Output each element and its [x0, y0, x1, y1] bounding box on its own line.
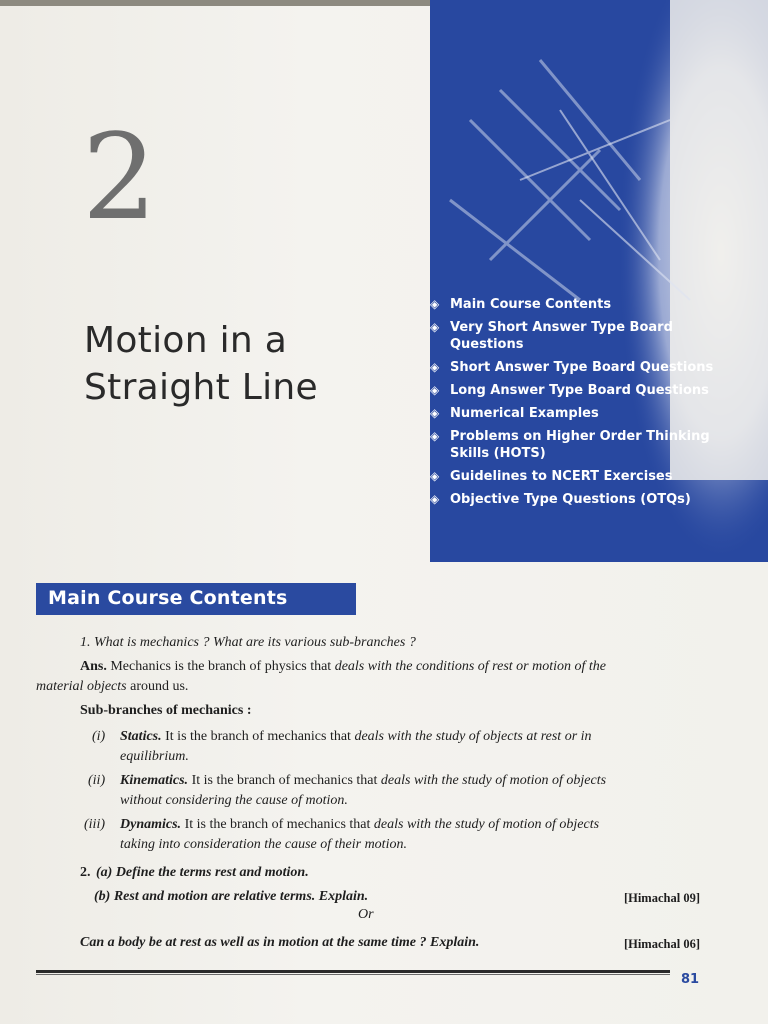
- contents-item: ◈ Very Short Answer Type Board Questions: [430, 320, 673, 352]
- contents-item: ◈ Main Course Contents: [430, 297, 612, 312]
- contents-item: ◈ Objective Type Questions (OTQs): [430, 492, 691, 507]
- diamond-arrow-icon: ◈: [430, 429, 440, 443]
- contents-list: [428, 296, 728, 514]
- footer-rule: [36, 970, 670, 973]
- chapter-number: 2: [82, 108, 158, 246]
- sub-branches-heading: Sub-branches of mechanics :: [80, 703, 252, 718]
- diamond-arrow-icon: ◈: [430, 383, 440, 397]
- page-number: 81: [681, 972, 700, 987]
- contents-item: ◈ Numerical Examples: [430, 406, 599, 421]
- chapter-title: [84, 318, 404, 412]
- statics-line-2: equilibrium.: [120, 749, 189, 764]
- dynamics-line-1: Dynamics. It is the branch of mechanics that deals with the study of motion of objects: [120, 817, 600, 832]
- question-1: 1. What is mechanics ? What are its various sub-branches ?: [80, 635, 416, 650]
- question-2b-reference: [Himachal 09]: [623, 891, 700, 905]
- diamond-arrow-icon: ◈: [430, 320, 440, 334]
- statics-line-1: Statics. It is the branch of mechanics that deals with the study of objects at rest or in: [120, 729, 592, 744]
- diamond-arrow-icon: ◈: [430, 469, 440, 483]
- answer-1-line-1: Ans. Mechanics is the branch of physics that deals with the conditions of rest or motion of the: [80, 659, 606, 674]
- item-number: (ii): [88, 773, 106, 788]
- question-2c: Can a body be at rest as well as in motion at the same time ? Explain.: [80, 935, 480, 950]
- chapter-title-line-2: Straight Line: [84, 366, 318, 408]
- or-separator: Or: [358, 907, 374, 922]
- diamond-arrow-icon: ◈: [430, 406, 440, 420]
- contents-item: ◈ Problems on Higher Order Thinking Skills (HOTS): [430, 429, 710, 461]
- diamond-arrow-icon: ◈: [430, 360, 440, 374]
- answer-1-line-2: material objects around us.: [36, 679, 189, 694]
- item-number: (i): [92, 729, 106, 744]
- question-2b: (b) Rest and motion are relative terms. Explain.: [94, 889, 369, 904]
- contents-item: ◈ Short Answer Type Board Questions: [430, 360, 714, 375]
- diamond-arrow-icon: ◈: [430, 297, 440, 311]
- question-2a: (a) Define the terms rest and motion.: [96, 865, 309, 880]
- dynamics-line-2: taking into consideration the cause of their motion.: [120, 837, 407, 852]
- section-heading: Main Course Contents: [48, 587, 288, 609]
- section-heading-band: [36, 583, 356, 615]
- question-2c-reference: [Himachal 06]: [623, 937, 700, 951]
- diamond-arrow-icon: ◈: [430, 492, 440, 506]
- kinematics-line-2: without considering the cause of motion.: [120, 793, 348, 808]
- chapter-title-line-1: Motion in a: [84, 320, 288, 361]
- question-2-number: 2.: [80, 865, 91, 880]
- contents-item: ◈ Guidelines to NCERT Exercises: [430, 469, 673, 484]
- kinematics-line-1: Kinematics. It is the branch of mechanics that deals with the study of motion of objects: [120, 773, 607, 788]
- contents-item: ◈ Long Answer Type Board Questions: [430, 383, 709, 398]
- footer-rule-thin: [36, 974, 670, 975]
- item-number: (iii): [84, 817, 105, 832]
